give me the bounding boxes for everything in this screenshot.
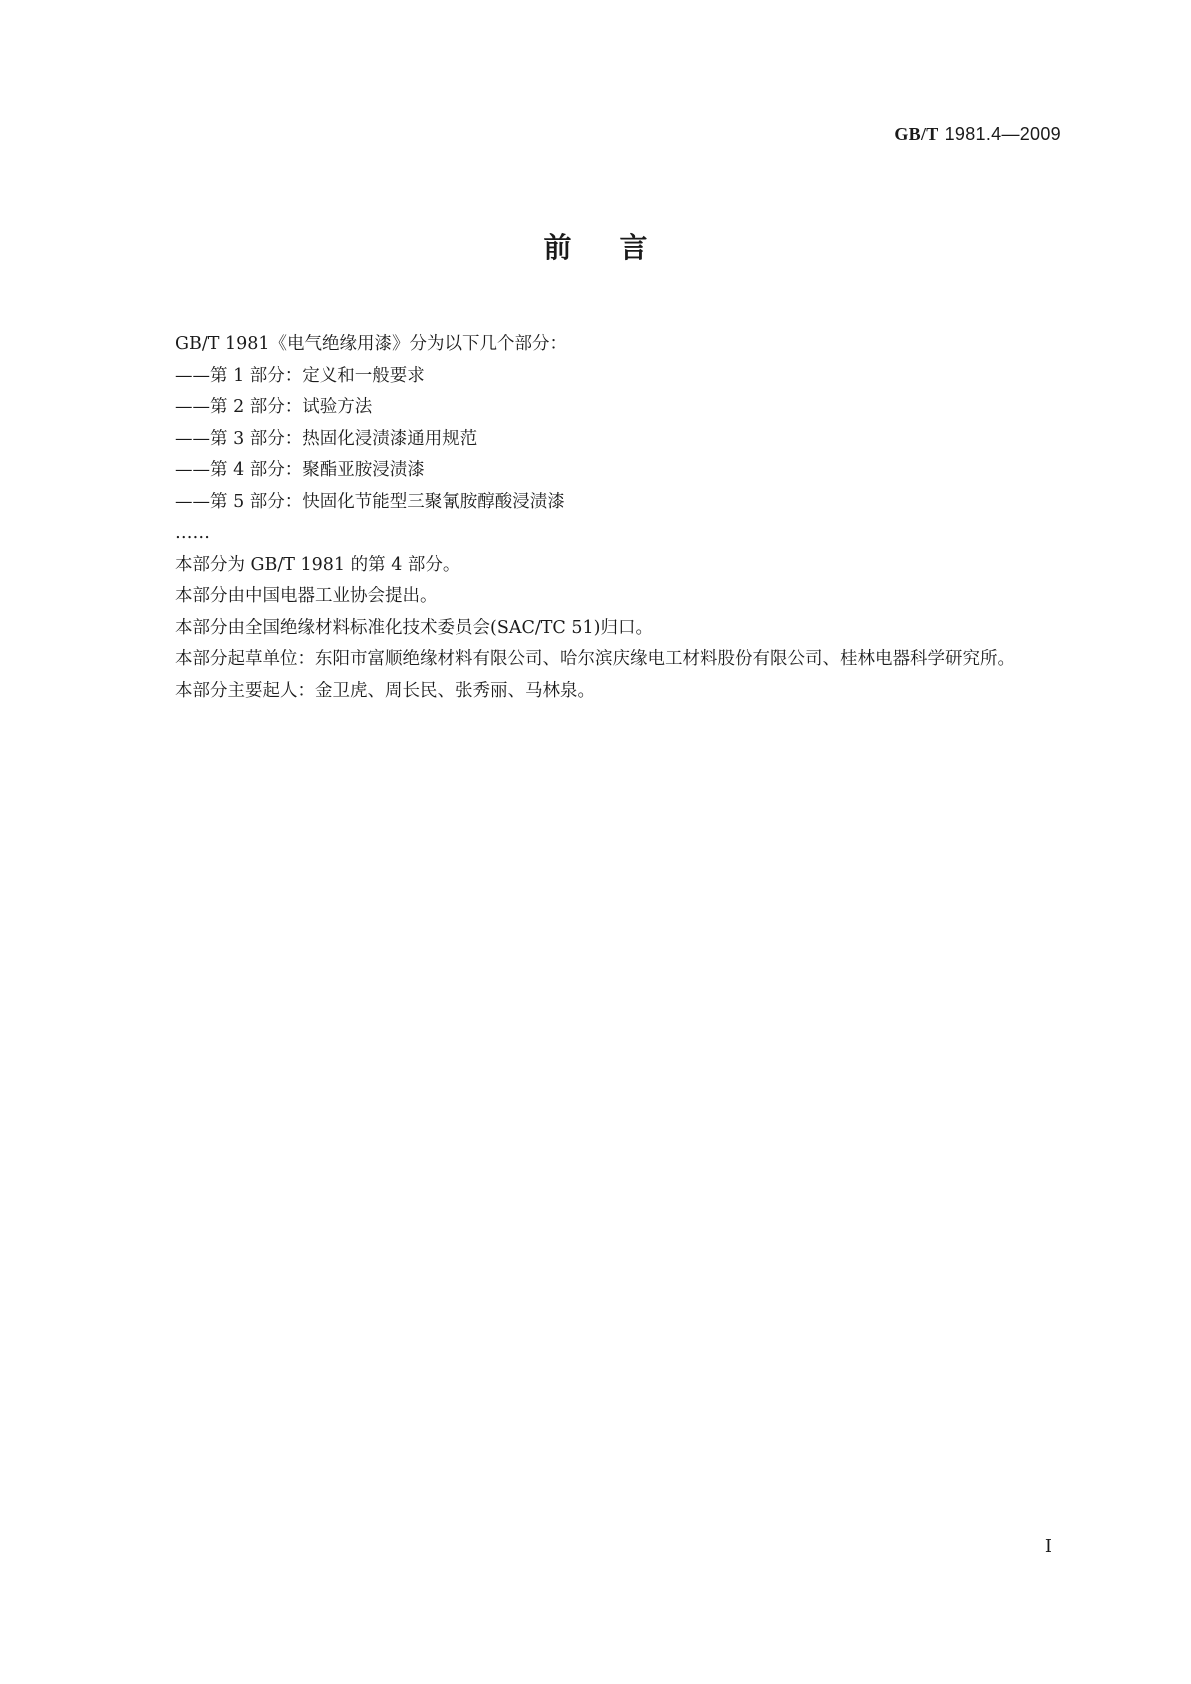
paragraph-drafters: 本部分主要起人：金卫虎、周长民、张秀丽、马林泉。 bbox=[175, 680, 595, 701]
standard-code bbox=[894, 124, 1061, 145]
page-number: I bbox=[1044, 1536, 1052, 1557]
paragraph-part-number: 本部分为 GB/T 1981 的第 4 部分。 bbox=[175, 554, 461, 575]
paragraph-committee: 本部分由全国绝缘材料标准化技术委员会(SAC/TC 51)归口。 bbox=[175, 617, 653, 638]
part-list-item-2: ——第 2 部分：试验方法 bbox=[175, 397, 373, 417]
standard-code-prefix: GB/T bbox=[894, 124, 939, 144]
part-list-item-4: ——第 4 部分：聚酯亚胺浸渍漆 bbox=[175, 460, 425, 480]
paragraph-drafting-units: 本部分起草单位：东阳市富顺绝缘材料有限公司、哈尔滨庆缘电工材料股份有限公司、桂林电器科学研究所。 bbox=[175, 649, 1015, 669]
intro-paragraph: GB/T 1981《电气绝缘用漆》分为以下几个部分： bbox=[175, 334, 568, 354]
part-list-item-1: ——第 1 部分：定义和一般要求 bbox=[175, 365, 425, 386]
part-list-ellipsis: …… bbox=[175, 523, 210, 543]
part-list-item-5: ——第 5 部分：快固化节能型三聚氰胺醇酸浸渍漆 bbox=[175, 491, 565, 512]
foreword-body bbox=[134, 329, 1062, 707]
standard-code-number: 1981.4—2009 bbox=[944, 124, 1061, 144]
part-list-item-3: ——第 3 部分：热固化浸渍漆通用规范 bbox=[175, 428, 478, 449]
paragraph-proposer: 本部分由中国电器工业协会提出。 bbox=[175, 586, 438, 606]
page-title: 前言 bbox=[543, 231, 696, 264]
